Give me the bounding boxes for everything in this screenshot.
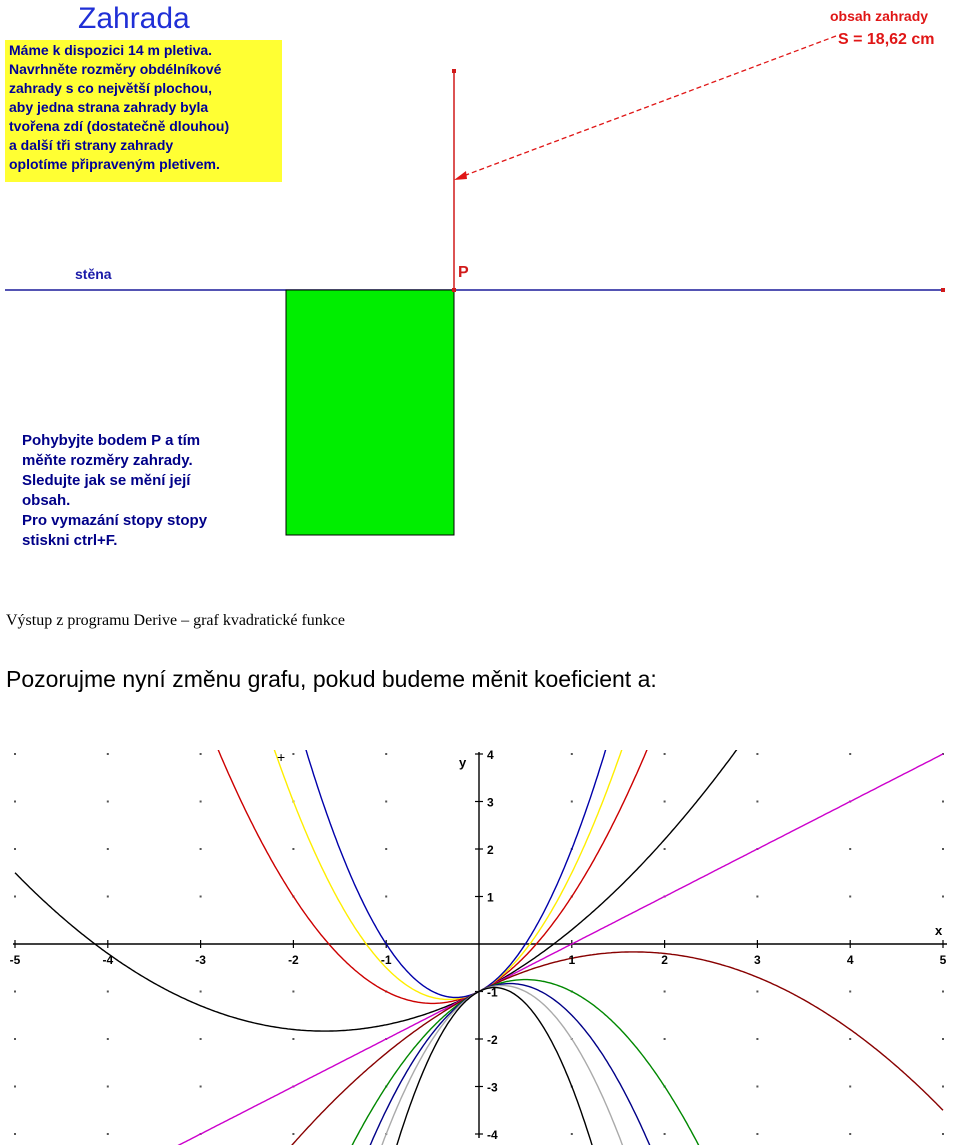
grid-dot bbox=[756, 1086, 758, 1088]
instruction-line: stiskni ctrl+F. bbox=[22, 532, 118, 549]
grid-dot bbox=[756, 1038, 758, 1040]
grid-dot bbox=[942, 801, 944, 803]
grid-dot bbox=[756, 753, 758, 755]
area-pointer-arrowhead bbox=[454, 171, 467, 180]
garden-rectangle bbox=[286, 290, 454, 535]
task-line: Navrhněte rozměry obdélníkové bbox=[9, 61, 222, 77]
grid-dot bbox=[664, 1133, 666, 1135]
grid-dot bbox=[14, 896, 16, 898]
x-tick-label: 2 bbox=[661, 953, 668, 967]
x-tick-label: 1 bbox=[568, 953, 576, 967]
task-line: Máme k dispozici 14 m pletiva. bbox=[9, 42, 213, 58]
y-tick-label: -4 bbox=[487, 1128, 498, 1142]
grid-dot bbox=[571, 1133, 573, 1135]
point-p-label: P bbox=[458, 264, 469, 281]
grid-dot bbox=[200, 753, 202, 755]
grid-dot bbox=[14, 1133, 16, 1135]
grid-dot bbox=[200, 801, 202, 803]
wall-end-point bbox=[941, 288, 945, 292]
x-tick-label: -1 bbox=[380, 953, 392, 967]
instructions bbox=[22, 431, 207, 551]
area-value: S = 18,62 cm bbox=[838, 31, 935, 48]
grid-dot bbox=[292, 1133, 294, 1135]
grid-dot bbox=[200, 848, 202, 850]
grid-dot bbox=[664, 753, 666, 755]
instruction-line: měňte rozměry zahrady. bbox=[22, 452, 193, 469]
grid-dot bbox=[200, 896, 202, 898]
grid-dot bbox=[385, 753, 387, 755]
y-tick-label: 3 bbox=[487, 795, 494, 810]
grid-dot bbox=[292, 991, 294, 993]
caption: Výstup z programu Derive – graf kvadratické funkce bbox=[6, 612, 345, 629]
grid-dot bbox=[385, 801, 387, 803]
x-tick-label: 5 bbox=[939, 953, 947, 967]
task-line: a další tři strany zahrady bbox=[9, 137, 174, 153]
y-tick-label: 1 bbox=[487, 890, 494, 905]
grid-dot bbox=[14, 1038, 16, 1040]
grid-dot bbox=[664, 1038, 666, 1040]
grid-dot bbox=[756, 1133, 758, 1135]
grid-dot bbox=[292, 1038, 294, 1040]
grid-dot bbox=[107, 896, 109, 898]
grid-dot bbox=[849, 1086, 851, 1088]
grid-dot bbox=[756, 896, 758, 898]
grid-dot bbox=[107, 1038, 109, 1040]
grid-dot bbox=[942, 848, 944, 850]
grid-dot bbox=[849, 896, 851, 898]
grid-dot bbox=[200, 1038, 202, 1040]
grid-dot bbox=[14, 991, 16, 993]
grid-dot bbox=[664, 991, 666, 993]
grid-dot bbox=[107, 753, 109, 755]
task-line: oplotíme připraveným pletivem. bbox=[9, 156, 220, 172]
x-tick-label: 4 bbox=[846, 953, 854, 967]
grid-dot bbox=[849, 1038, 851, 1040]
x-tick-label: -4 bbox=[102, 953, 114, 967]
grid-dot bbox=[200, 991, 202, 993]
grid-dot bbox=[107, 848, 109, 850]
grid-dot bbox=[942, 1133, 944, 1135]
grid-dot bbox=[200, 1086, 202, 1088]
grid-dot bbox=[849, 1133, 851, 1135]
tick-labels bbox=[10, 748, 947, 1142]
grid-dot bbox=[849, 848, 851, 850]
point-p[interactable] bbox=[452, 288, 456, 292]
x-axis-label: x bbox=[935, 923, 943, 938]
area-pointer-line bbox=[458, 36, 836, 178]
grid-dot bbox=[756, 991, 758, 993]
grid-dot bbox=[14, 848, 16, 850]
instruction-line: obsah. bbox=[22, 492, 71, 509]
grid-dot bbox=[107, 1086, 109, 1088]
y-tick-label: -3 bbox=[487, 1080, 498, 1095]
grid-dot bbox=[14, 801, 16, 803]
task-line: tvořena zdí (dostatečně dlouhou) bbox=[9, 118, 230, 134]
grid-dot bbox=[942, 896, 944, 898]
instruction-line: Pro vymazání stopy stopy bbox=[22, 512, 208, 529]
grid-dot bbox=[14, 753, 16, 755]
grid-dot bbox=[571, 753, 573, 755]
grid-dot bbox=[292, 753, 294, 755]
grid-dot bbox=[942, 1038, 944, 1040]
grid-dot bbox=[849, 991, 851, 993]
grid-dot bbox=[664, 848, 666, 850]
grid-dot bbox=[571, 801, 573, 803]
y-tick-label: 2 bbox=[487, 843, 494, 857]
grid-dot bbox=[849, 753, 851, 755]
y-axis-label: y bbox=[459, 755, 467, 770]
grid-dot bbox=[107, 801, 109, 803]
x-tick-label: 3 bbox=[754, 953, 761, 967]
grid-dot bbox=[664, 801, 666, 803]
y-tick-label: -1 bbox=[487, 985, 498, 1000]
axes bbox=[13, 752, 947, 1138]
x-tick-label: -5 bbox=[9, 953, 21, 967]
grid-dot bbox=[942, 991, 944, 993]
task-line: aby jedna strana zahrady byla bbox=[9, 99, 209, 115]
quadratic-graph bbox=[0, 740, 960, 1145]
wall-label: stěna bbox=[75, 266, 112, 282]
cursor-cross: + bbox=[277, 749, 286, 765]
segment-end-point[interactable] bbox=[452, 69, 456, 73]
x-tick-label: -3 bbox=[195, 953, 206, 967]
section-heading: Pozorujme nyní změnu grafu, pokud budeme měnit koeficient a: bbox=[6, 666, 657, 692]
instruction-line: Sledujte jak se mění její bbox=[22, 472, 191, 489]
grid-dot bbox=[107, 1133, 109, 1135]
grid-dot bbox=[292, 848, 294, 850]
grid-dot bbox=[756, 801, 758, 803]
area-label: obsah zahrady bbox=[830, 8, 929, 24]
grid-dot bbox=[942, 1086, 944, 1088]
task-line: zahrady s co největší plochou, bbox=[9, 80, 213, 96]
y-tick-label: 4 bbox=[487, 748, 494, 762]
instruction-line: Pohybyjte bodem P a tím bbox=[22, 432, 201, 449]
grid-dot bbox=[14, 1086, 16, 1088]
x-tick-label: -2 bbox=[288, 953, 299, 967]
grid-dot bbox=[107, 991, 109, 993]
grid-dot bbox=[385, 896, 387, 898]
applet-title: Zahrada bbox=[78, 2, 190, 35]
grid-dot bbox=[385, 848, 387, 850]
y-tick-label: -2 bbox=[487, 1033, 498, 1047]
